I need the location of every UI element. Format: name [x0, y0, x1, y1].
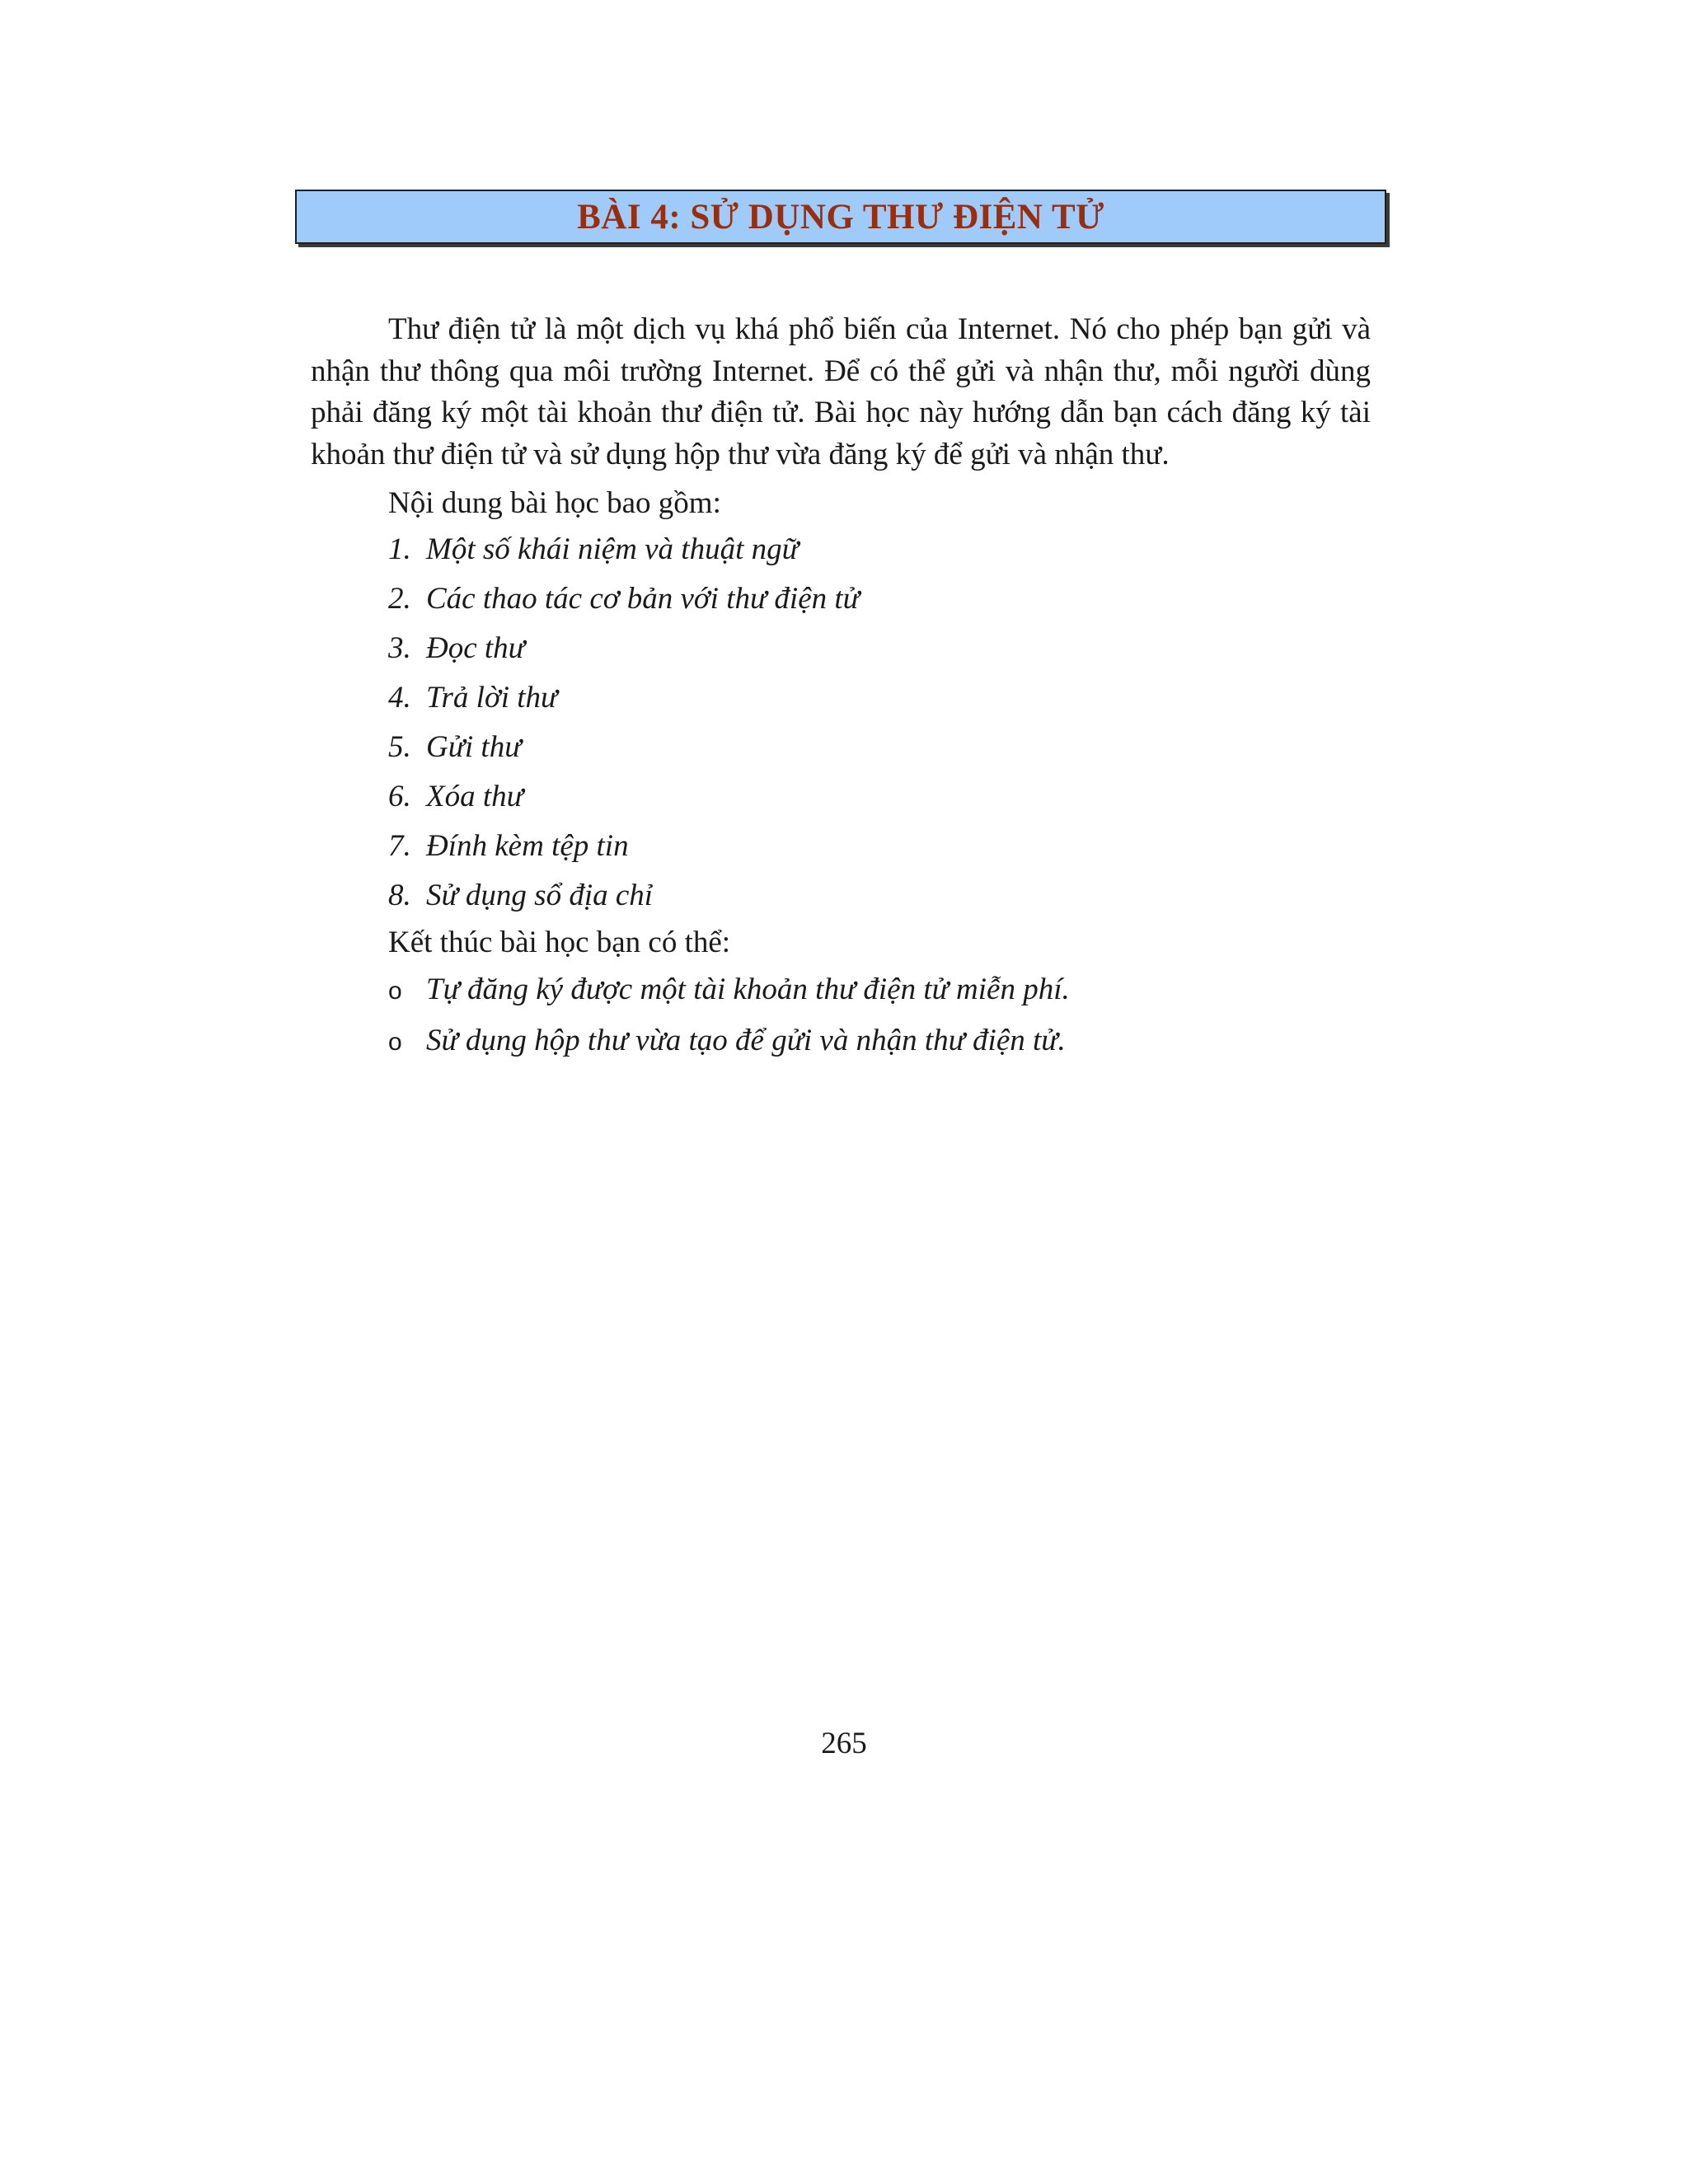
topic-number: 6.: [388, 780, 411, 813]
intro-paragraph: Thư điện tử là một dịch vụ khá phổ biến của Internet. Nó cho phép bạn gửi và nhận thư thông qua môi trường Internet. Để có thể gửi và nhận thư, mỗi người dùng phải đăng ký một tài khoản thư điện tử. Bài học này hướng dẫn bạn cách đăng ký tài khoản thư điện tử và sử dụng hộp thư vừa đăng ký để gửi và nhận thư.: [311, 312, 1371, 471]
list-item: [388, 723, 1371, 772]
topic-number: 8.: [388, 879, 411, 912]
list-item: [388, 772, 1371, 822]
contents-label: Nội dung bài học bao gồm:: [388, 486, 721, 520]
topic-text: Xóa thư: [426, 780, 523, 813]
hollow-bullet-icon: o: [388, 1029, 402, 1056]
list-item: [388, 871, 1371, 921]
list-item: [388, 525, 1371, 574]
topic-list: [311, 525, 1371, 921]
topic-number: 7.: [388, 829, 411, 863]
topic-number: 3.: [388, 631, 411, 665]
outcomes-label: Kết thúc bài học bạn có thể:: [388, 926, 731, 959]
topic-text: Gửi thư: [426, 730, 522, 764]
outcome-text: Tự đăng ký được một tài khoản thư điện tử miễn phí.: [426, 972, 1070, 1006]
topic-text: Trả lời thư: [426, 681, 558, 715]
list-item: [388, 673, 1371, 723]
hollow-bullet-icon: o: [388, 977, 402, 1005]
lesson-content: [311, 309, 1371, 1067]
outcome-list: [311, 965, 1371, 1067]
topic-text: Các thao tác cơ bản với thư điện tử: [426, 582, 860, 616]
topic-text: Đính kèm tệp tin: [426, 829, 629, 863]
lesson-title-banner: [295, 190, 1386, 244]
outcome-text: Sử dụng hộp thư vừa tạo để gửi và nhận thư điện tử.: [426, 1024, 1066, 1057]
list-item: [388, 822, 1371, 871]
lesson-title: BÀI 4: SỬ DỤNG THƯ ĐIỆN TỬ: [577, 197, 1104, 237]
page-number: 265: [821, 1727, 867, 1760]
list-item: [388, 574, 1371, 624]
topic-number: 2.: [388, 582, 411, 616]
topic-text: Sử dụng sổ địa chỉ: [426, 879, 654, 912]
topic-text: Một số khái niệm và thuật ngữ: [426, 532, 799, 566]
topic-text: Đọc thư: [426, 631, 525, 665]
topic-number: 5.: [388, 730, 411, 764]
list-item: [388, 624, 1371, 673]
topic-number: 4.: [388, 681, 411, 715]
list-item: [388, 965, 1371, 1016]
topic-number: 1.: [388, 532, 411, 566]
list-item: [388, 1016, 1371, 1067]
